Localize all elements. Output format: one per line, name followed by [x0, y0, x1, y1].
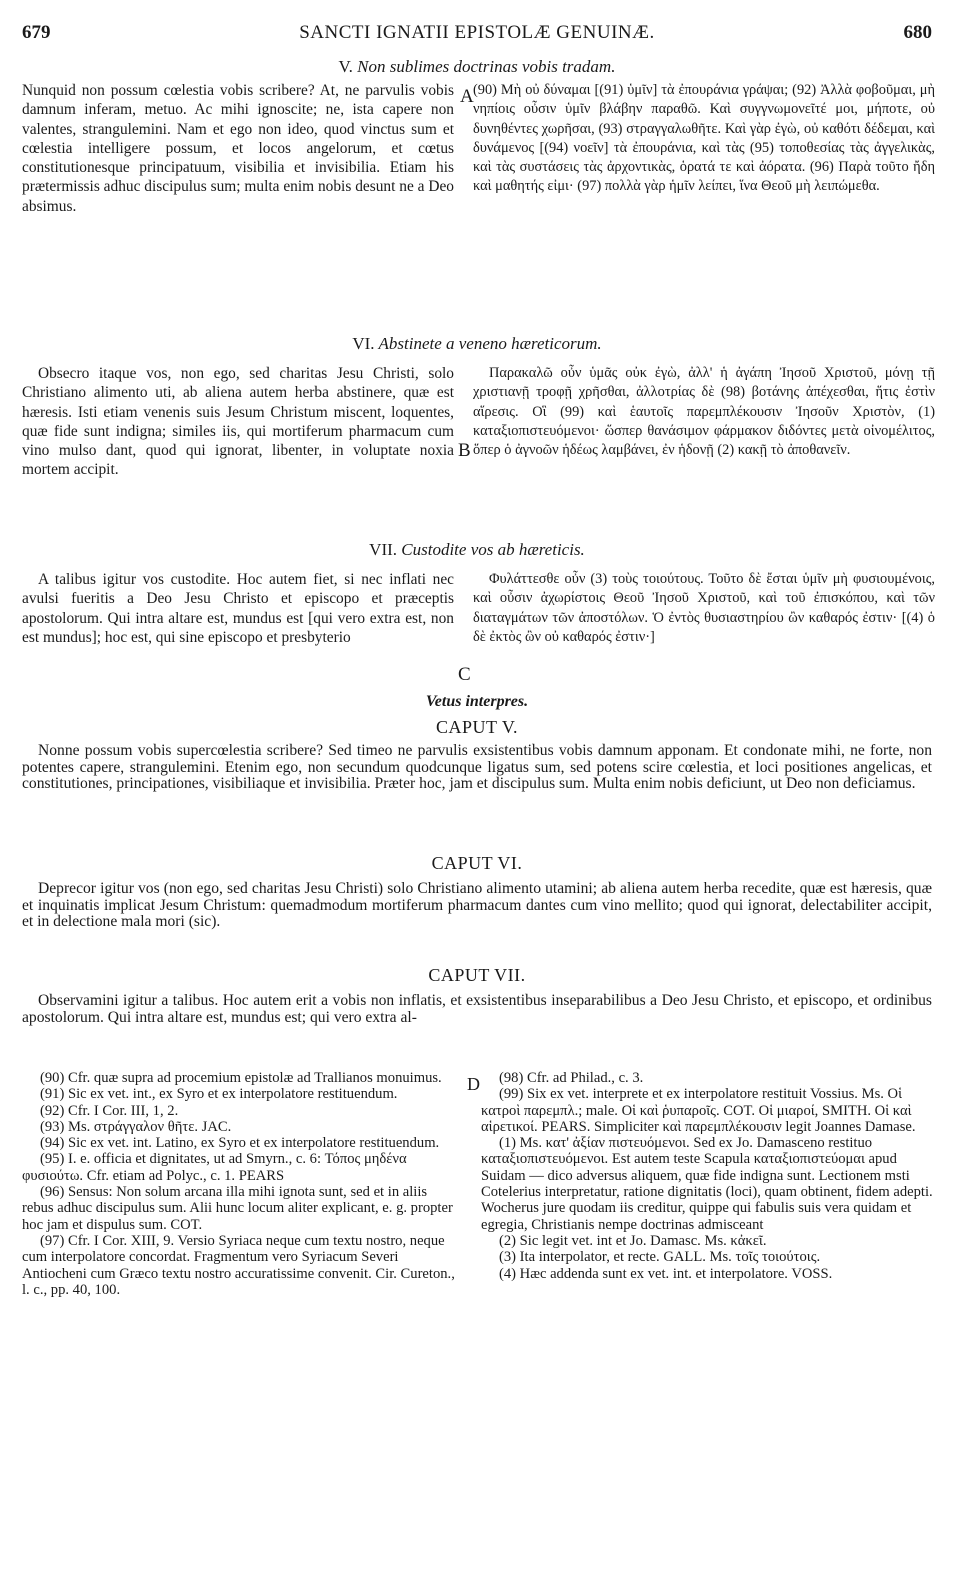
latin-text-v: Nunquid non possum cœlestia vobis scribere? At, ne parvulis vobis damnum inferam, metuo. Ac mihi ignoscite; ne, ista capere non valentes, strangulemini. Nam et ego non ideo, quod vinctus sum et cœlestia intelligere possum, et locos angelorum, et cœtus constitutionesque principatuum, visibilia et invisibilia. Etiam his prætermissis adhuc discipulus sum; multa enim nobis desunt ne a Deo absimus. — [22, 82, 454, 215]
footnote: (99) Six ex vet. interprete et ex interpolatore restituit Vossius. Ms. Οἱ κατροὶ παρεμπλ.; male. Οἱ καὶ ῥυπαροῖς. COT. Οἱ μιαροί, SMITH. Οἱ καὶ αἱρετικοί. PEARS. Simpliciter καὶ παρεμπλέκουσιν legit Joannes Damase. — [481, 1086, 916, 1135]
caput-vii-heading: CAPUT VII. — [428, 965, 526, 985]
footnote: (97) Cfr. I Cor. XIII, 9. Versio Syriaca neque cum textu nostro, neque cum interpolatore concordat. Fragmentum vero Syriacum Severi Antiocheni cum Græco textu nostro accuratissime convenit. Cir. Cureton., l. c., pp. 40, 100. — [22, 1232, 455, 1298]
section-title: Non sublimes doctrinas vobis tradam. — [357, 57, 616, 76]
footnote: (91) Sic ex vet. int., ex Syro et ex interpolatore restituendum. — [40, 1086, 398, 1103]
running-title: SANCTI IGNATII EPISTOLÆ GENUINÆ. — [299, 22, 655, 43]
footnote: (90) Cfr. quæ supra ad procemium epistolæ ad Trallianos monuimus. — [40, 1070, 442, 1086]
vetus-interpres-heading: Vetus interpres. — [425, 693, 529, 710]
footnote: (92) Cfr. I Cor. III, 1, 2. — [40, 1102, 179, 1119]
page-number-right: 680 — [903, 22, 932, 43]
section-number: VI. — [352, 334, 375, 353]
vetus-text-vi: Deprecor igitur vos (non ego, sed charitas Jesu Christi) solo Christiano alimento utamini; ab aliena autem herba recedite, quæ est hæresis, quæ et inquinatis implicat Jesum Christum: quemadmodum mortiferum pharmacum dantes cum vino mellito; quod qui ignorat, delectabiliter accipit, et in delectione mala mori (sic). — [22, 880, 932, 931]
latin-text-vii: A talibus igitur vos custodite. Hoc autem fiet, si nec inflati nec avulsi fueritis a Deo Jesu Christo et episcopo et præceptis apostolorum. Qui intra altare est, mundus est [qui vero extra est, non est mundus]; hoc est, qui sine episcopo et presbyterio — [22, 571, 454, 646]
caput-v-heading: CAPUT V. — [435, 717, 519, 737]
greek-text-vi: Παρακαλῶ οὖν ὑμᾶς οὐκ ἐγὼ, ἀλλ' ἡ ἀγάπη Ἰησοῦ Χριστοῦ, μόνῃ τῇ χριστιανῇ τροφῇ χρῆσθαι, ἀλλοτρίας δὲ (98) βοτάνης ἀπέχεσθαι, ἥτις ἐστὶν αἵρεσις. Οἳ (99) καὶ ἑαυτοῖς παρεμπλέκουσιν Ἰησοῦν Χριστὸν, (1) καταξιοπιστευόμενοι· ὥσπερ θανάσιμον φάρμακον διδόντες μετὰ οἰνομέλιτος, ὅπερ ὁ ἀγνοῶν ἡδέως λαμβάνει, ἐν ἡδονῇ (2) κακῇ τὸ ἀποθανεῖν. — [473, 365, 935, 459]
margin-marker-a: A — [460, 86, 474, 107]
margin-marker-d: D — [467, 1074, 480, 1094]
footnote: (4) Hæc addenda sunt ex vet. int. et interpolatore. VOSS. — [499, 1265, 833, 1282]
section-number: V. — [338, 57, 353, 76]
latin-text-vi: Obsecro itaque vos, non ego, sed charitas Jesu Christi, solo Christiano alimento uti, ab aliena autem herba abstinere, quæ est hæresis. Isti etiam venenis suis Jesum Christum miscent, loquentes, quæ fide sunt indigna; similes iis, qui mortiferum pharmacum cum vino mulso dant, quod qui ignorat, libenter, in voluptate noxia mortem accipit. — [22, 365, 454, 479]
footnote: (95) I. e. officia et dignitates, ut ad Smyrn., c. 6: Τόπος μηδένα φυσιούτω. Cfr. etiam ad Polyc., c. 1. PEARS — [22, 1151, 407, 1184]
vetus-text-vii: Observamini igitur a talibus. Hoc autem erit a vobis non inflatis, et exsistentibus inseparabilibus a Deo Jesu Christo, et episcopo, et ordinibus apostolorum. Qui intra altare est, mundus est; qui vero extra al- — [22, 992, 932, 1026]
footnote: (94) Sic ex vet. int. Latino, ex Syro et ex interpolatore restituendum. — [40, 1135, 440, 1152]
greek-text-v: (90) Μὴ οὐ δύναμαι [(91) ὑμῖν] τὰ ἐπουράνια γράψαι; (92) Ἀλλὰ φοβοῦμαι, μὴ νηπίοις οὖσιν ὑμῖν βλάβην παραθῶ. Καὶ συγγνωμονεῖτέ μοι, μήποτε, οὐ δυνηθέντες χωρῆσαι, (93) στραγγαλωθῆτε. Καὶ γὰρ ἐγὼ, οὐ καθότι δέδεμαι, καὶ δυνάμενος [(94) νοεῖν] τὰ ἐπουράνια, καὶ τὰς (95) τοποθεσίας τὰς ἀγγελικὰς, καὶ τὰς συστάσεις τὰς ἀρχοντικὰς, ὁρατά τε καὶ ἀόρατα. (96) Παρὰ τοῦτο ἤδη καὶ μαθητής εἰμι· (97) πολλὰ γὰρ ἡμῖν λείπει, ἵνα Θεοῦ μὴ λειπώμεθα. — [473, 82, 935, 195]
caput-vi-heading: CAPUT VI. — [431, 853, 523, 873]
page-number-left: 679 — [22, 22, 51, 43]
section-heading-vii — [0, 540, 954, 560]
margin-marker-b: B — [458, 440, 471, 461]
section-title: Abstinete a veneno hæreticorum. — [378, 334, 602, 353]
vetus-text-v: Nonne possum vobis supercœlestia scribere? Sed timeo ne parvulis exsistentibus vobis damnum apponam. Et condonate mihi, ne forte, non potentes capere, strangulemini. Etenim ego, non secundum quodcunque ligatus sum, sed potens scire cœlestia, et loci positiones angelicas, et constitutiones, principationes, visibiliaque et invisibilia. Præter hoc, jam et discipulus sum. Multa enim nobis deficiunt, ut Deo non deficiamus. — [22, 742, 932, 793]
running-header — [22, 22, 932, 48]
footnote: (96) Sensus: Non solum arcana illa mihi ignota sunt, sed et in aliis rebus adhuc discipulus sum. Alii hunc locum aliter explicant, e. g. propter hoc jam et dispulus sum. COT. — [22, 1184, 453, 1233]
footnotes-right — [481, 1070, 933, 1282]
footnote: (2) Sic legit vet. int et Jo. Damasc. Ms. κἀκεῖ. — [499, 1232, 767, 1249]
footnote: (98) Cfr. ad Philad., c. 3. — [499, 1070, 644, 1086]
section-number: VII. — [369, 540, 398, 559]
footnote: (3) Ita interpolator, et recte. GALL. Ms. τοῖς τοιούτοις. — [499, 1249, 821, 1266]
footnotes-left — [22, 1070, 462, 1298]
footnote: (93) Ms. στράγγαλον θῆτε. JAC. — [40, 1118, 232, 1135]
greek-text-vii: Φυλάττεσθε οὖν (3) τοὺς τοιούτους. Τοῦτο δὲ ἔσται ὑμῖν μὴ φυσιουμένοις, καὶ οὖσιν ἀχωρίστοις Θεοῦ Ἰησοῦ Χριστοῦ, καὶ τοῦ ἐπισκόπου, καὶ τῶν διαταγμάτων τῶν ἀποστόλων. Ὁ ἐντὸς θυσιαστηρίου ὢν καθαρός ἐστιν· [(4) ὁ δὲ ἐκτὸς ὢν οὐ καθαρός ἐστιν·] — [473, 571, 935, 645]
section-heading-v — [0, 57, 954, 77]
footnote: (1) Ms. κατ' ἀξίαν πιστευόμενοι. Sed ex Jo. Damasceno restituo καταξιοπιστευόμενοι. Est autem teste Scapula καταξιοπιστεύομαι apud Suidam — dico adversus aliquem, quæ fide indigna sunt. Lectionem msti Cotelerius interpretatur, ratione dignitatis (loci), quam obtinent, fidem adepti. Wocherus jure quodam iis creditur, quippe qui fabulis suis vera quidam et egregia, Christianis nempe doctrinas admisceant — [481, 1135, 933, 1233]
section-heading-vi — [0, 334, 954, 354]
section-title: Custodite vos ab hæreticis. — [401, 540, 585, 559]
margin-marker-c: C — [458, 664, 471, 685]
